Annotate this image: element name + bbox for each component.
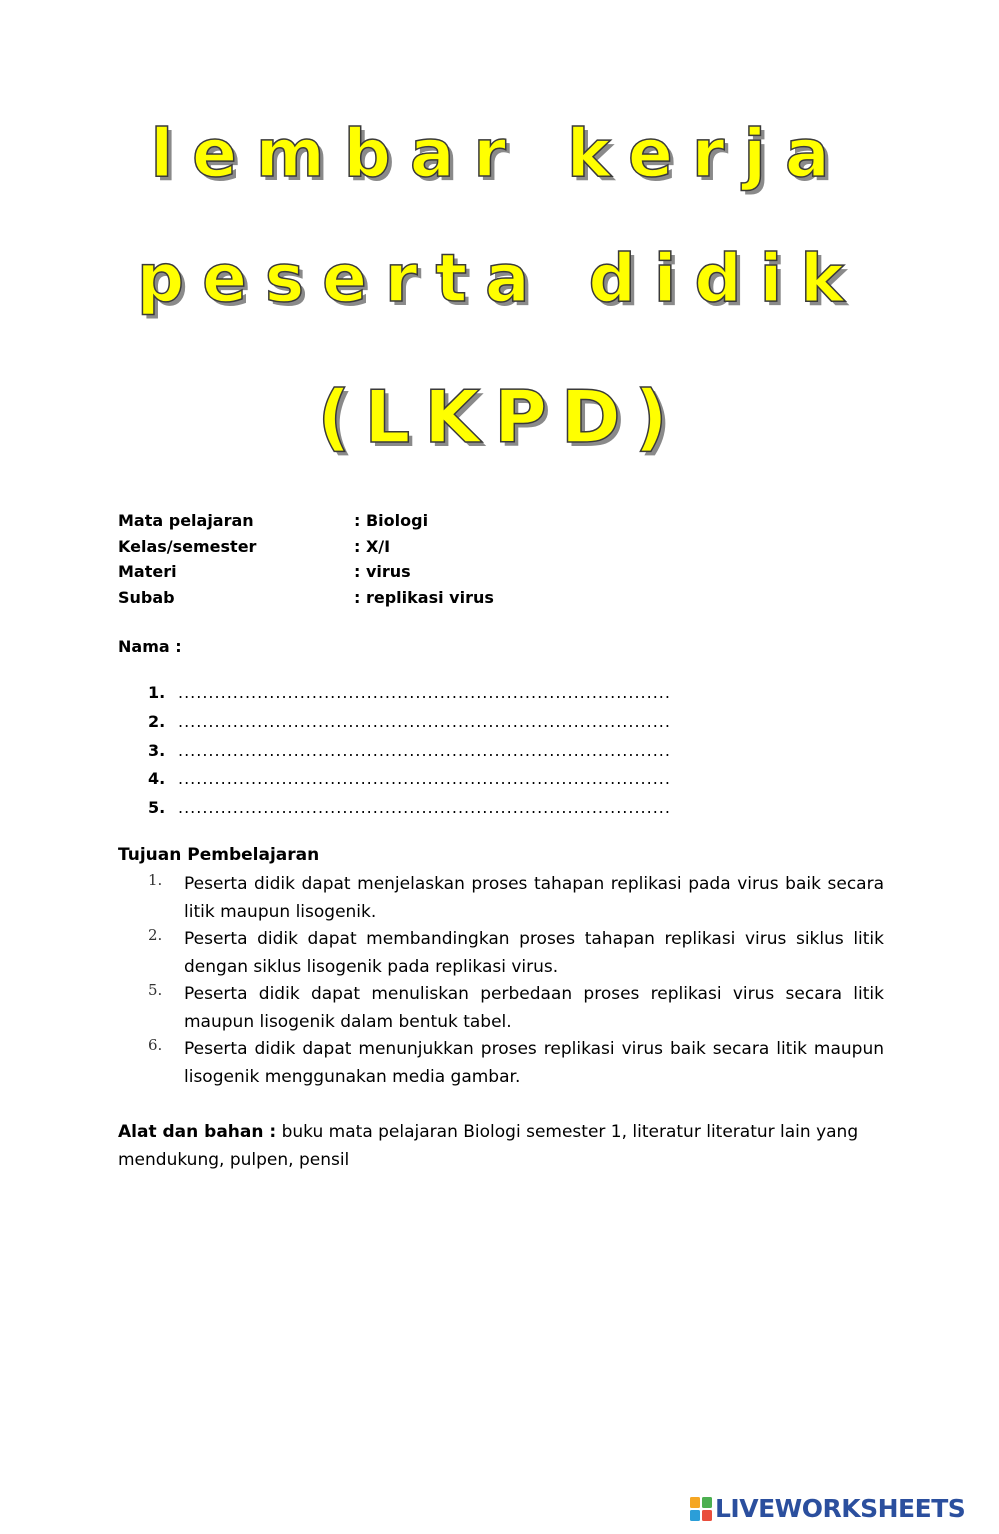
info-row-topic: [118, 562, 618, 588]
subject-info: [118, 511, 618, 613]
learning-goals-list: [118, 871, 884, 1091]
goal-number: 5.: [148, 981, 163, 999]
title-line-1: lembar kerja: [150, 115, 849, 192]
name-dotted-field[interactable]: .................................................................................: [178, 683, 671, 702]
name-number: 2.: [148, 711, 166, 731]
goal-text: Peserta didik dapat membandingkan proses tahapan replikasi virus siklus litik dengan siklus lisogenik pada replikasi virus.: [184, 929, 884, 977]
name-line-4[interactable]: [148, 769, 848, 798]
name-number: 5.: [148, 798, 166, 818]
goal-text: Peserta didik dapat menjelaskan proses tahapan replikasi pada virus baik secara litik maupun lisogenik.: [184, 874, 884, 922]
name-dotted-field[interactable]: .................................................................................: [178, 769, 671, 789]
name-line-5[interactable]: [148, 798, 848, 827]
goal-number: 2.: [148, 926, 163, 944]
name-number: 1.: [148, 683, 166, 702]
info-value: : virus: [354, 562, 411, 581]
info-row-subtopic: [118, 588, 618, 614]
learning-goal-item: [118, 981, 884, 1036]
learning-goal-item: [118, 1036, 884, 1091]
goal-text: Peserta didik dapat menuliskan perbedaan proses replikasi virus secara litik maupun lisogenik dalam bentuk tabel.: [184, 984, 884, 1032]
name-number: 3.: [148, 740, 166, 760]
info-label: Materi: [118, 562, 177, 581]
goal-text: Peserta didik dapat menunjukkan proses replikasi virus baik secara litik maupun lisogenik menggunakan media gambar.: [184, 1039, 884, 1087]
logo-wordmark: LIVEWORKSHEETS: [715, 1494, 966, 1523]
name-dotted-field[interactable]: .................................................................................: [178, 798, 671, 818]
name-dotted-field[interactable]: .................................................................................: [178, 711, 671, 731]
info-row-class: [118, 537, 618, 563]
liveworksheets-logo-icon: [690, 1497, 712, 1521]
info-value: : X/I: [354, 536, 391, 556]
learning-goal-item: [118, 926, 884, 981]
materials-paragraph: [118, 1118, 884, 1174]
name-line-2[interactable]: [148, 712, 848, 741]
name-line-1[interactable]: [148, 683, 848, 712]
info-value: : replikasi virus: [354, 587, 494, 607]
materials-text: buku mata pelajaran Biologi semester 1, literatur literatur lain yang mendukung, pulpen, pensil: [118, 1122, 859, 1170]
name-line-3[interactable]: [148, 741, 848, 770]
info-row-subject: [118, 511, 618, 537]
title-line-2: peserta didik: [136, 240, 863, 317]
name-number: 4.: [148, 769, 166, 789]
info-label: Kelas/semester: [118, 536, 257, 556]
materials-heading: Alat dan bahan :: [118, 1122, 277, 1142]
name-dotted-field[interactable]: .................................................................................: [178, 740, 671, 760]
name-label: Nama :: [118, 637, 182, 656]
goal-number: 6.: [148, 1036, 163, 1054]
name-list: [148, 683, 848, 827]
info-label: Mata pelajaran: [118, 511, 254, 530]
learning-goals-heading: Tujuan Pembelajaran: [118, 845, 320, 865]
title-line-3: (LKPD): [317, 375, 682, 459]
learning-goal-item: [118, 871, 884, 926]
liveworksheets-logo[interactable]: [690, 1494, 965, 1524]
goal-number: 1.: [148, 871, 163, 889]
info-label: Subab: [118, 587, 175, 607]
info-value: : Biologi: [354, 511, 429, 530]
